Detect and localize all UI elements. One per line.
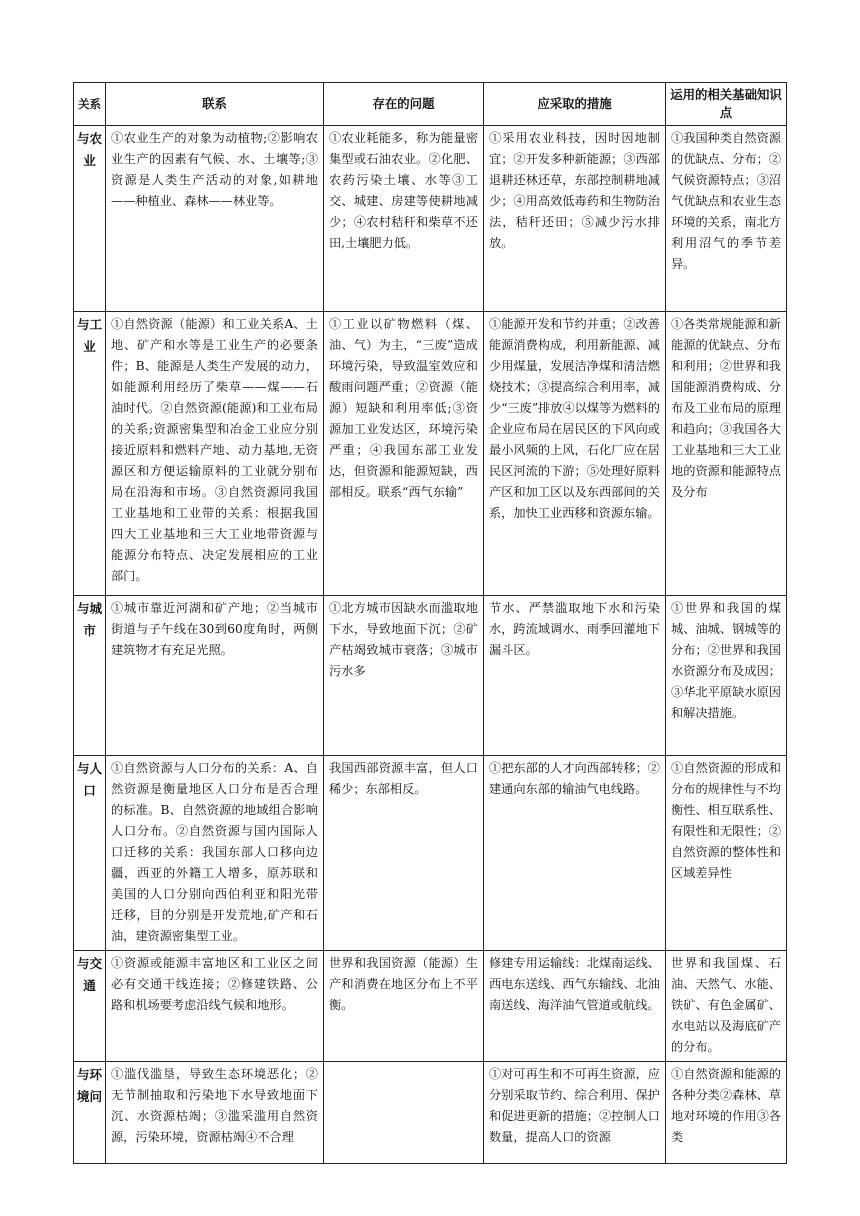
table-row [74,951,787,1062]
measures-cell: ①把东部的人才向西部转移；②建通向东部的输油气电线路。 [484,756,666,951]
measures-cell: 修建专用运输线：北煤南运线、西电东送线、西气东输线、北油南送线、海洋油气管道或航线。 [484,951,666,1062]
relation-cell: 与农业 [74,126,106,312]
table-row [74,756,787,951]
header-link: 联系 [106,83,324,126]
table-row [74,312,787,596]
knowledge-cell: ①我国种类自然资源的优缺点、分布；②气候资源特点；③沼气优缺点和农业生态环境的关系，南北方利用沼气的季节差异。 [666,126,787,312]
link-cell: ①资源或能源丰富地区和工业区之间必有交通干线连接；②修建铁路、公路和机场要考虑沿线气候和地形。 [106,951,324,1062]
link-cell: ①农业生产的对象为动植物;②影响农业生产的因素有气候、水、土壤等;③资源是人类生产活动的对象,如耕地——种植业、森林——林业等。 [106,126,324,312]
header-knowledge: 运用的相关基础知识点 [666,83,787,126]
measures-cell: ①对可再生和不可再生资源，应分别采取节约、综合利用、保护和促进更新的措施；②控制人口数量，提高人口的资源 [484,1062,666,1164]
header-measures: 应采取的措施 [484,83,666,126]
problems-cell: 世界和我国资源（能源）生产和消费在地区分布上不平衡。 [324,951,484,1062]
link-cell: ①自然资源与人口分布的关系：A、自然资源是衡量地区人口分布是否合理的标准。B、自然资源的地域组合影响人口分布。②自然资源与国内国际人口迁移的关系：我国东部人口移向边疆，西亚的外籍工人增多，原苏联和美国的人口分别向西伯利亚和阳光带迁移，目的分别是开发荒地,矿产和石油，建资源密集型工业。 [106,756,324,951]
knowledge-cell: ①自然资源的形成和分布的规律性与不均衡性、相互联系性、有限性和无限性；②自然资源的整体性和区域差异性 [666,756,787,951]
relation-cell: 与工业 [74,312,106,596]
knowledge-cell: ①自然资源和能源的各种分类②森林、草地对环境的作用③各类 [666,1062,787,1164]
header-relation: 关系 [74,83,106,126]
table-row [74,596,787,756]
problems-cell: 我国西部资源丰富，但人口稀少；东部相反。 [324,756,484,951]
measures-cell: ①采用农业科技，因时因地制宜；②开发多种新能源；③西部退耕还林还草，东部控制耕地减少；④用高效低毒药和生物防治法，秸秆还田；⑤减少污水排放。 [484,126,666,312]
header-problems: 存在的问题 [324,83,484,126]
resource-relations-table [73,82,787,1164]
link-cell: ①城市靠近河湖和矿产地；②当城市街道与子午线在30到60度角时，两侧建筑物才有充足光照。 [106,596,324,756]
table-row [74,126,787,312]
knowledge-cell: 世界和我国煤、石油、天然气、水能、铁矿、有色金属矿、水电站以及海底矿产的分布。 [666,951,787,1062]
link-cell: ①自然资源（能源）和工业关系A、土地、矿产和水等是工业生产的必要条件；B、能源是人类生产发展的动力，如能源利用经历了柴草——煤——石油时代。②自然资源(能源)和工业布局的关系;资源密集型和冶金工业应分别接近原料和燃料产地、动力基地,无资源区和方便运输原料的工业就分别布局在沿海和市场。③自然资源同我国工业基地和工业带的关系：根据我国四大工业基地和三大工业地带资源与能源分布特点、决定发展相应的工业部门。 [106,312,324,596]
table-header-row [74,83,787,126]
relation-cell: 与交通 [74,951,106,1062]
knowledge-cell: ①各类常规能源和新能源的优缺点、分布和利用；②世界和我国能源消费构成、分布及工业布局的原理和趋向；③我国各大工业基地和三大工业地的资源和能源特点及分布 [666,312,787,596]
link-cell: ①滥伐滥垦，导致生态环境恶化；②无节制抽取和污染地下水导致地面下沉、水资源枯竭；③滥采滥用自然资源，污染环境，资源枯竭④不合理 [106,1062,324,1164]
problems-cell: ①工业以矿物燃料（煤、油、气）为主，“三废”造成环境污染，导致温室效应和酸雨问题严重；②资源（能源）短缺和利用率低;③资源加工业发达区，环境污染严重；④我国东部工业发达，但资源和能源短缺，西部相反。联系“西气东输” [324,312,484,596]
problems-cell: ①农业耗能多，称为能量密集型或石油农业。②化肥、农药污染土壤、水等③工交、城建、房建等使耕地减少；④农村秸秆和柴草不还田,土壤肥力低。 [324,126,484,312]
relation-cell: 与环境问 [74,1062,106,1164]
relation-cell: 与人口 [74,756,106,951]
measures-cell: ①能源开发和节约并重；②改善能源消费构成，利用新能源、减少用煤量，发展洁净煤和清洁燃烧技术；③提高综合利用率，减少“三废”排放④以煤等为燃料的企业应布局在居民区的下风向或最小风频的上风，石化厂应在居民区河流的下游；⑤处理好原料产区和加工区以及东西部间的关系，加快工业西移和资源东输。 [484,312,666,596]
problems-cell [324,1062,484,1164]
table-row [74,1062,787,1164]
measures-cell: 节水、严禁滥取地下水和污染水，跨流域调水、雨季回灌地下漏斗区。 [484,596,666,756]
knowledge-cell: ①世界和我国的煤城、油城、钢城等的分布；②世界和我国水资源分布及成因；③华北平原缺水原因和解决措施。 [666,596,787,756]
relation-cell: 与城市 [74,596,106,756]
problems-cell: ①北方城市因缺水而滥取地下水，导致地面下沉；②矿产枯竭致城市衰落；③城市污水多 [324,596,484,756]
